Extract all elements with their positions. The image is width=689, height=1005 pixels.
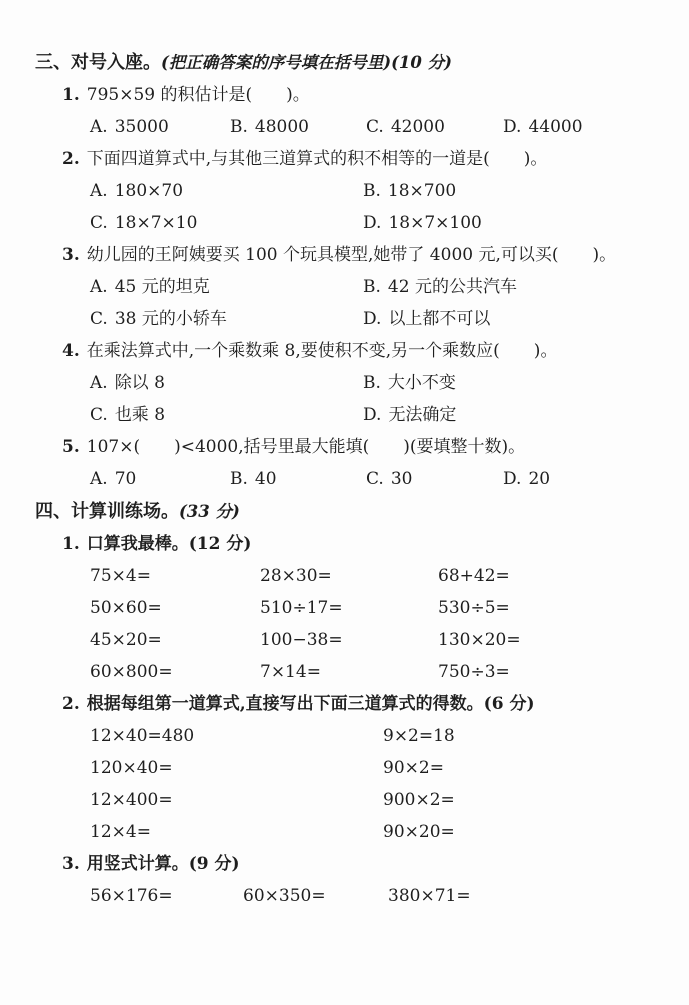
math-problem: 12×40=480	[90, 726, 195, 746]
option-4c: C. 也乘 8	[90, 405, 166, 425]
subsection-1-title: 1. 口算我最棒。(12 分)	[62, 534, 252, 554]
math-problem: 900×2=	[383, 790, 455, 810]
math-problem: 9×2=18	[383, 726, 455, 746]
math-problem: 56×176=	[90, 886, 173, 906]
math-problem: 75×4=	[90, 566, 151, 586]
math-problem: 100−38=	[260, 630, 343, 650]
option-3b: B. 42 元的公共汽车	[363, 277, 517, 297]
option-2d: D. 18×7×100	[363, 213, 482, 233]
math-problem: 90×2=	[383, 758, 444, 778]
option-3a: A. 45 元的坦克	[90, 277, 210, 297]
section-4-title: 四、计算训练场。	[35, 501, 179, 522]
question-3-text: 3. 幼儿园的王阿姨要买 100 个玩具模型,她带了 4000 元,可以买( )。	[62, 245, 617, 265]
math-problem: 510÷17=	[260, 598, 343, 618]
question-5-text: 5. 107×( )<4000,括号里最大能填( )(要填整十数)。	[62, 437, 526, 457]
vertical-form-problems	[90, 880, 661, 912]
option-4d: D. 无法确定	[363, 405, 457, 425]
section-3-note: (把正确答案的序号填在括号里)(10 分)	[161, 53, 452, 72]
math-problem: 750÷3=	[438, 662, 510, 682]
section-4-note: (33 分)	[179, 502, 240, 521]
question-4-number: 4.	[62, 341, 80, 361]
math-problem: 380×71=	[388, 886, 471, 906]
question-2-number: 2.	[62, 149, 80, 169]
option-2b: B. 18×700	[363, 181, 457, 201]
option-1c: C. 42000	[366, 117, 445, 137]
option-5d: D. 20	[503, 469, 551, 489]
math-problem: 68+42=	[438, 566, 510, 586]
option-1d: D. 44000	[503, 117, 583, 137]
option-1b: B. 48000	[230, 117, 309, 137]
subsection-2-title: 2. 根据每组第一道算式,直接写出下面三道算式的得数。(6 分)	[62, 694, 535, 714]
subsection-3-title: 3. 用竖式计算。(9 分)	[62, 854, 240, 874]
pattern-equations-grid	[90, 720, 661, 848]
option-1a: A. 35000	[90, 117, 169, 137]
question-4-options-row-2	[90, 399, 661, 431]
math-problem: 7×14=	[260, 662, 321, 682]
question-2-text: 2. 下面四道算式中,与其他三道算式的积不相等的一道是( )。	[62, 149, 548, 169]
option-4a: A. 除以 8	[90, 373, 165, 393]
math-problem: 60×800=	[90, 662, 173, 682]
math-problem: 120×40=	[90, 758, 173, 778]
section-3-title: 三、对号入座。	[35, 52, 161, 73]
math-problem: 530÷5=	[438, 598, 510, 618]
question-5-options	[90, 463, 661, 495]
math-problem: 45×20=	[90, 630, 162, 650]
math-problem: 130×20=	[438, 630, 521, 650]
question-4-options-row-1	[90, 367, 661, 399]
question-1-options	[90, 111, 661, 143]
math-problem: 12×4=	[90, 822, 151, 842]
question-4-text: 4. 在乘法算式中,一个乘数乘 8,要使积不变,另一个乘数应( )。	[62, 341, 558, 361]
option-4b: B. 大小不变	[363, 373, 456, 393]
question-3-options-row-1	[90, 271, 661, 303]
question-2-options-row-1	[90, 175, 661, 207]
section-4-heading	[35, 495, 661, 528]
question-1-text: 1. 795×59 的积估计是( )。	[62, 85, 310, 105]
mental-math-grid	[90, 560, 661, 688]
math-problem: 50×60=	[90, 598, 162, 618]
math-problem: 90×20=	[383, 822, 455, 842]
math-problem: 28×30=	[260, 566, 332, 586]
option-2c: C. 18×7×10	[90, 213, 198, 233]
section-3-heading	[35, 46, 661, 79]
option-5b: B. 40	[230, 469, 277, 489]
question-1-number: 1.	[62, 85, 80, 105]
question-2-options-row-2	[90, 207, 661, 239]
option-5a: A. 70	[90, 469, 137, 489]
option-5c: C. 30	[366, 469, 413, 489]
question-3-options-row-2	[90, 303, 661, 335]
option-3c: C. 38 元的小轿车	[90, 309, 227, 329]
question-5-number: 5.	[62, 437, 80, 457]
option-3d: D. 以上都不可以	[363, 309, 491, 329]
math-problem: 12×400=	[90, 790, 173, 810]
math-problem: 60×350=	[243, 886, 326, 906]
question-3-number: 3.	[62, 245, 80, 265]
option-2a: A. 180×70	[90, 181, 184, 201]
